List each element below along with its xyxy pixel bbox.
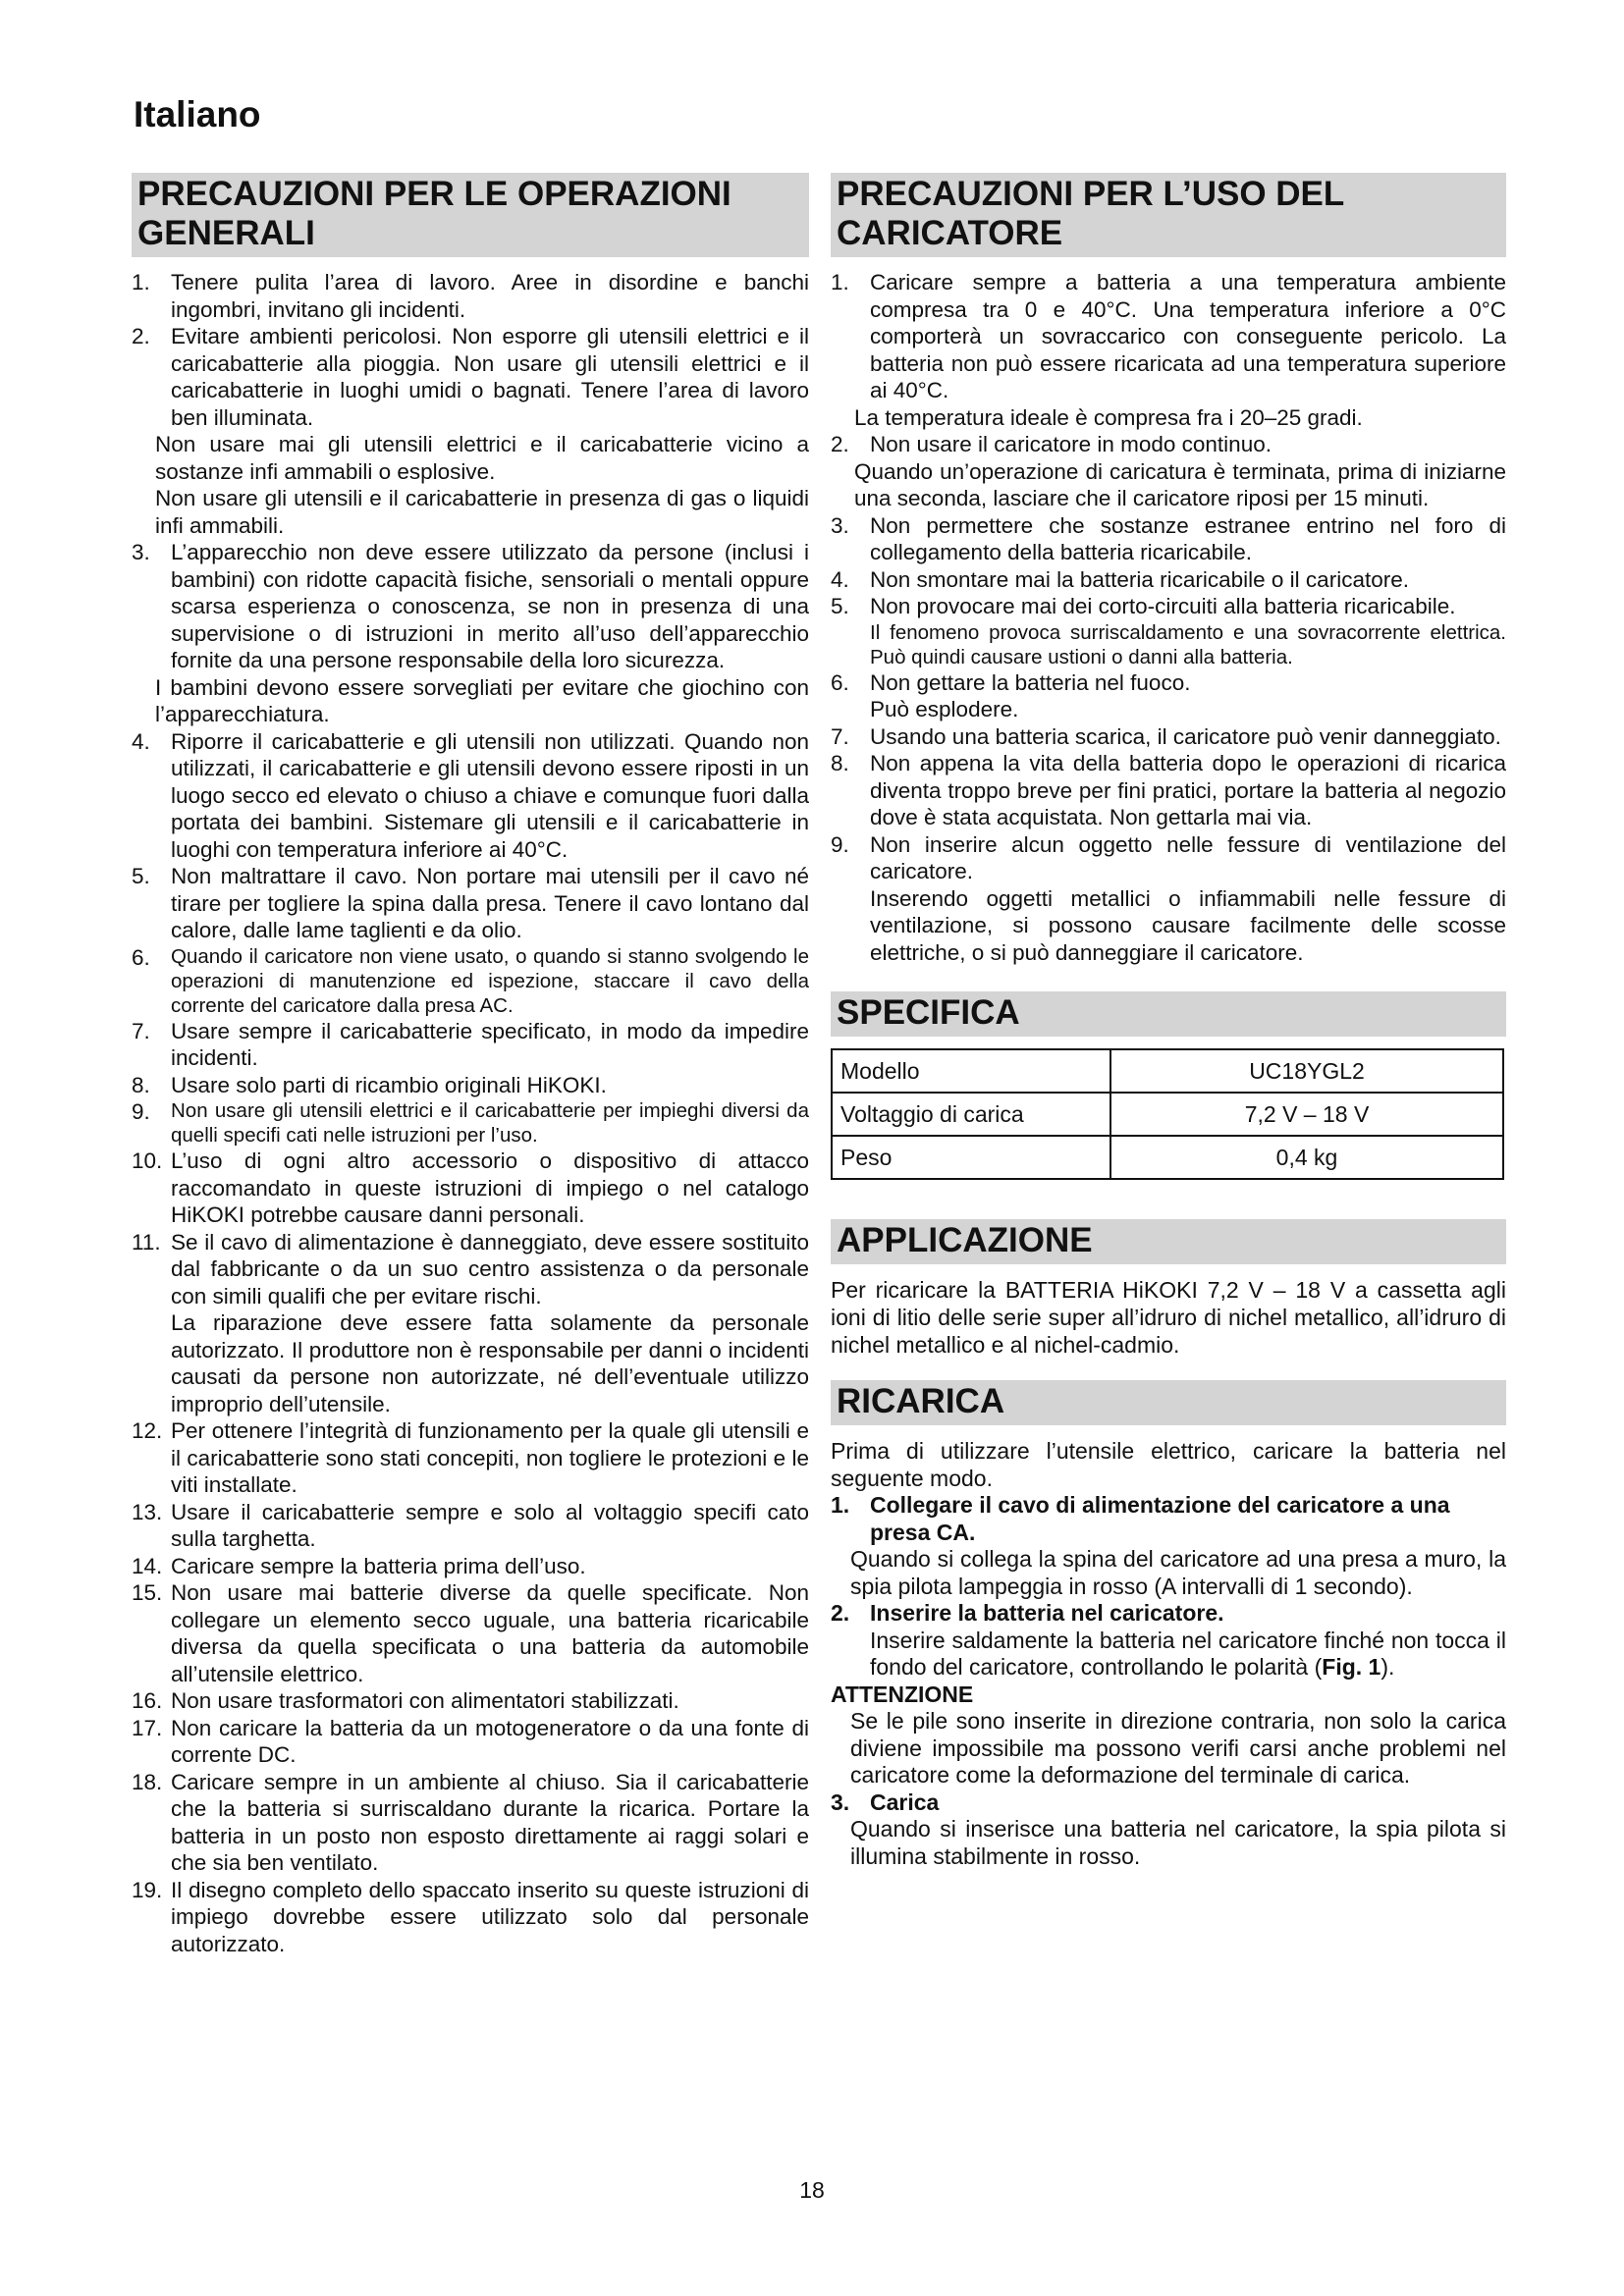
item-number: 1. — [831, 270, 849, 294]
item-number: 7. — [831, 723, 849, 749]
list-item — [132, 1229, 809, 1418]
item-text: Non appena la vita della batteria dopo le operazioni di ricarica diventa troppo breve per fini pratici, portare la batteria al negozio dove è stata acquistata. Non gettarla mai via. — [870, 751, 1506, 829]
item-continuation: Può esplodere. — [870, 697, 1019, 721]
item-text: L’uso di ogni altro accessorio o dispositivo di attacco raccomandato in queste istruzioni di impiego o nel catalogo HiKOKI potrebbe causare danni personali. — [171, 1148, 809, 1227]
step-number: 1. — [831, 1492, 850, 1518]
item-continuation: La temperatura ideale è compresa fra i 20–25 gradi. — [854, 404, 1363, 430]
list-item — [132, 944, 809, 1018]
application-text: Per ricaricare la BATTERIA HiKOKI 7,2 V – 18 V a cassetta agli ioni di litio delle serie super all’idruro di nichel metallico, all’idruro di nichel metallico e al nichel-cadmio. — [831, 1277, 1506, 1358]
language-heading: Italiano — [134, 94, 261, 134]
spec-value: 0,4 kg — [1110, 1136, 1503, 1179]
item-number: 16. — [132, 1688, 163, 1713]
table-row — [832, 1136, 1503, 1179]
item-number: 3. — [132, 540, 150, 564]
caution-label: ATTENZIONE — [831, 1681, 974, 1707]
general-precautions-heading: PRECAUZIONI PER LE OPERAZIONI GENERALI — [132, 173, 809, 257]
list-item — [132, 323, 809, 539]
item-number: 19. — [132, 1877, 163, 1902]
item-number: 10. — [132, 1148, 163, 1173]
item-number: 9. — [831, 831, 849, 857]
charger-precautions-heading: PRECAUZIONI PER L’USO DEL CARICATORE — [831, 173, 1506, 257]
charging-heading: RICARICA — [831, 1380, 1506, 1425]
step-1-text: Quando si collega la spina del caricatore ad una presa a muro, la spia pilota lampeggia in rosso (A intervalli di 1 secondo). — [850, 1546, 1506, 1599]
item-text: Usare solo parti di ricambio originali HiKOKI. — [171, 1072, 607, 1097]
step-2-text-part: Inserire saldamente la batteria nel caricatore finché non tocca il fondo del caricatore, controllando le polarità ( — [870, 1627, 1506, 1680]
step-2-text — [831, 1628, 1506, 1682]
item-text: Non inserire alcun oggetto nelle fessure di ventilazione del caricatore. — [870, 831, 1506, 883]
item-number: 9. — [132, 1099, 150, 1124]
spec-value: UC18YGL2 — [1110, 1049, 1503, 1093]
charger-precautions-list — [831, 269, 1506, 966]
list-item — [831, 593, 1506, 669]
list-item — [831, 431, 1506, 512]
item-number: 8. — [831, 751, 849, 775]
item-text: Non maltrattare il cavo. Non portare mai utensili per il cavo né tirare per togliere la spina dalla presa. Tenere il cavo lontano dal calore, dalle lame taglienti e da olio. — [171, 864, 809, 942]
spec-label: Voltaggio di carica — [832, 1093, 1110, 1136]
spec-heading: SPECIFICA — [831, 991, 1506, 1037]
item-number: 15. — [132, 1580, 163, 1605]
step-number: 2. — [831, 1600, 850, 1626]
item-number: 7. — [132, 1018, 150, 1043]
item-text: L’apparecchio non deve essere utilizzato da persone (inclusi i bambini) con ridotte capacità fisiche, sensoriali o mentali oppure scarsa esperienza o conoscenza, se non in presenza di una supervisione o di istruzioni in merito all’uso dell’apparecchio fornite da una persone responsabile della loro sicurezza. — [171, 540, 809, 672]
list-item — [132, 1579, 809, 1687]
item-number: 14. — [132, 1553, 163, 1578]
step-1-title — [831, 1492, 1506, 1546]
item-number: 11. — [132, 1229, 161, 1255]
list-item — [132, 1715, 809, 1769]
list-item — [132, 269, 809, 323]
item-text: Caricare sempre a batteria a una temperatura ambiente compresa tra 0 e 40°C. Una temperatura inferiore a 0°C comporterà un sovraccarico con conseguente pericolo. La batteria non può essere ricaricata ad una temperatura superiore ai 40°C. — [870, 270, 1506, 402]
item-number: 2. — [831, 432, 849, 456]
spec-label: Modello — [832, 1049, 1110, 1093]
step-number: 3. — [831, 1789, 850, 1815]
spec-table — [831, 1048, 1504, 1180]
step-title-text: Carica — [870, 1789, 940, 1815]
caution-text: Se le pile sono inserite in direzione contraria, non solo la carica diviene impossibile ma possono verifi carsi anche problemi nel caricatore come la deformazione del terminale di carica. — [850, 1708, 1506, 1788]
list-item — [132, 1098, 809, 1148]
list-item — [132, 1148, 809, 1229]
list-item — [831, 669, 1506, 723]
list-item — [831, 831, 1506, 967]
item-note: Il fenomeno provoca surriscaldamento e una sovracorrente elettrica. Può quindi causare ustioni o danni alla batteria. — [870, 620, 1506, 668]
item-text: Non permettere che sostanze estranee entrino nel foro di collegamento della batteria ricaricabile. — [870, 512, 1506, 564]
item-number: 17. — [132, 1715, 163, 1740]
list-item — [132, 539, 809, 728]
item-number: 4. — [132, 728, 150, 754]
list-item — [132, 1417, 809, 1499]
list-item — [132, 1553, 809, 1580]
list-item — [132, 1018, 809, 1072]
item-text: Non gettare la batteria nel fuoco. — [870, 669, 1191, 695]
item-number: 5. — [831, 594, 849, 618]
item-continuation: La riparazione deve essere fatta solamente da personale autorizzato. Il produttore non è responsabile per danni o incidenti causati da persone non autorizzate, né dell’eventuale utilizzo improprio dell’utensile. — [171, 1310, 809, 1416]
figure-reference: Fig. 1 — [1322, 1654, 1381, 1680]
spec-value: 7,2 V – 18 V — [1110, 1093, 1503, 1136]
left-column — [132, 173, 809, 1957]
item-number: 8. — [132, 1072, 150, 1097]
item-text: Per ottenere l’integrità di funzionamento per la quale gli utensili e il caricabatterie sono stati concepiti, non togliere le protezioni e le viti installate. — [171, 1418, 809, 1497]
item-text: Non smontare mai la batteria ricaricabile o il caricatore. — [870, 566, 1409, 592]
item-text: Usando una batteria scarica, il caricatore può venir danneggiato. — [870, 723, 1501, 749]
item-text: Non usare gli utensili elettrici e il caricabatterie per impieghi diversi da quelli specifi cati nelle istruzioni per l’uso. — [171, 1099, 809, 1147]
item-number: 13. — [132, 1499, 163, 1524]
step-3-title — [831, 1789, 1506, 1817]
item-number: 12. — [132, 1418, 163, 1443]
list-item — [831, 723, 1506, 751]
list-item — [132, 728, 809, 864]
item-continuation: Inserendo oggetti metallici o infiammabili nelle fessure di ventilazione, si possono causare facilmente delle scosse elettriche, o si può danneggiare il caricatore. — [870, 885, 1506, 965]
list-item — [132, 1687, 809, 1715]
application-heading: APPLICAZIONE — [831, 1219, 1506, 1264]
item-number: 1. — [132, 270, 150, 294]
step-3-text: Quando si inserisce una batteria nel caricatore, la spia pilota si illumina stabilmente in rosso. — [850, 1816, 1506, 1869]
step-title-text: Inserire la batteria nel caricatore. — [870, 1600, 1224, 1626]
table-row — [832, 1049, 1503, 1093]
list-item — [132, 1769, 809, 1877]
charging-steps — [831, 1437, 1506, 1870]
item-number: 4. — [831, 566, 849, 592]
item-number: 2. — [132, 324, 150, 348]
charging-intro: Prima di utilizzare l’utensile elettrico, caricare la batteria nel seguente modo. — [831, 1438, 1506, 1491]
item-text: Caricare sempre la batteria prima dell’uso. — [171, 1553, 586, 1578]
item-text: Tenere pulita l’area di lavoro. Aree in disordine e banchi ingombri, invitano gli incidenti. — [171, 270, 809, 322]
list-item — [831, 566, 1506, 594]
spec-label: Peso — [832, 1136, 1110, 1179]
step-title-text: Collegare il cavo di alimentazione del caricatore a una presa CA. — [870, 1492, 1450, 1545]
item-text: Caricare sempre in un ambiente al chiuso. Sia il caricabatterie che la batteria si surriscaldano durante la ricarica. Portare la batteria in un posto non esposto direttamente ai raggi solari e che sia ben ventilato. — [171, 1769, 809, 1875]
item-number: 18. — [132, 1769, 163, 1794]
item-text: Se il cavo di alimentazione è danneggiato, deve essere sostituito dal fabbricante o da un suo centro assistenza o da personale con simili qualifi che per evitare rischi. — [171, 1229, 809, 1308]
list-item — [132, 1072, 809, 1099]
step-2-text-part: ). — [1380, 1654, 1395, 1680]
item-continuation: Quando un’operazione di caricatura è terminata, prima di iniziarne una seconda, lasciare che il caricatore riposi per 15 minuti. — [854, 458, 1506, 510]
list-item — [132, 1877, 809, 1958]
list-item — [831, 269, 1506, 431]
item-text: Non provocare mai dei corto-circuiti alla batteria ricaricabile. — [870, 594, 1456, 618]
item-text: Non usare trasformatori con alimentatori stabilizzati. — [171, 1688, 679, 1713]
step-2-title — [831, 1600, 1506, 1628]
table-row — [832, 1093, 1503, 1136]
item-number: 6. — [831, 669, 849, 695]
item-text: Il disegno completo dello spaccato inserito su queste istruzioni di impiego dovrebbe essere utilizzato solo dal personale autorizzato. — [171, 1877, 809, 1956]
item-number: 5. — [132, 864, 150, 888]
page-number: 18 — [799, 2177, 825, 2203]
right-column — [831, 173, 1506, 1870]
general-precautions-list — [132, 269, 809, 1957]
item-text: Riporre il caricabatterie e gli utensili non utilizzati. Quando non utilizzati, il caricabatterie e gli utensili devono essere riposti in un luogo secco ed elevato o chiuso a chiave e comunque fuori dalla portata dei bambini. Sistemare gli utensili e il caricabatterie in luoghi con temperatura inferiore ai 40°C. — [171, 728, 809, 862]
item-text: Non usare il caricatore in modo continuo. — [870, 432, 1272, 456]
list-item — [831, 750, 1506, 831]
item-text: Evitare ambienti pericolosi. Non esporre gli utensili elettrici e il caricabatterie alla pioggia. Non usare gli utensili elettrici e il caricabatterie in luoghi umidi o bagnati. Tenere l’area di lavoro ben illuminata. — [171, 324, 809, 430]
item-continuation: I bambini devono essere sorvegliati per evitare che giochino con l’apparecchiatura. — [155, 674, 809, 726]
list-item — [831, 512, 1506, 566]
item-continuation: Non usare gli utensili e il caricabatterie in presenza di gas o liquidi infi ammabili. — [155, 486, 809, 538]
item-text: Usare il caricabatterie sempre e solo al voltaggio specifi cato sulla targhetta. — [171, 1499, 809, 1551]
item-number: 3. — [831, 512, 849, 538]
item-text: Usare sempre il caricabatterie specificato, in modo da impedire incidenti. — [171, 1018, 809, 1070]
item-continuation: Non usare mai gli utensili elettrici e il caricabatterie vicino a sostanze infi ammabili o esplosive. — [155, 432, 809, 484]
item-number: 6. — [132, 944, 150, 970]
item-text: Non usare mai batterie diverse da quelle specificate. Non collegare un elemento secco uguale, una batteria ricaricabile diversa da quella specificata o una batteria da automobile all’utensile elettrico. — [171, 1580, 809, 1686]
list-item — [132, 863, 809, 944]
item-text: Quando il caricatore non viene usato, o quando si stanno svolgendo le operazioni di manutenzione ed ispezione, staccare il cavo della corrente del caricatore dalla presa AC. — [171, 944, 809, 1017]
item-text: Non caricare la batteria da un motogeneratore o da una fonte di corrente DC. — [171, 1715, 809, 1767]
list-item — [132, 1499, 809, 1553]
